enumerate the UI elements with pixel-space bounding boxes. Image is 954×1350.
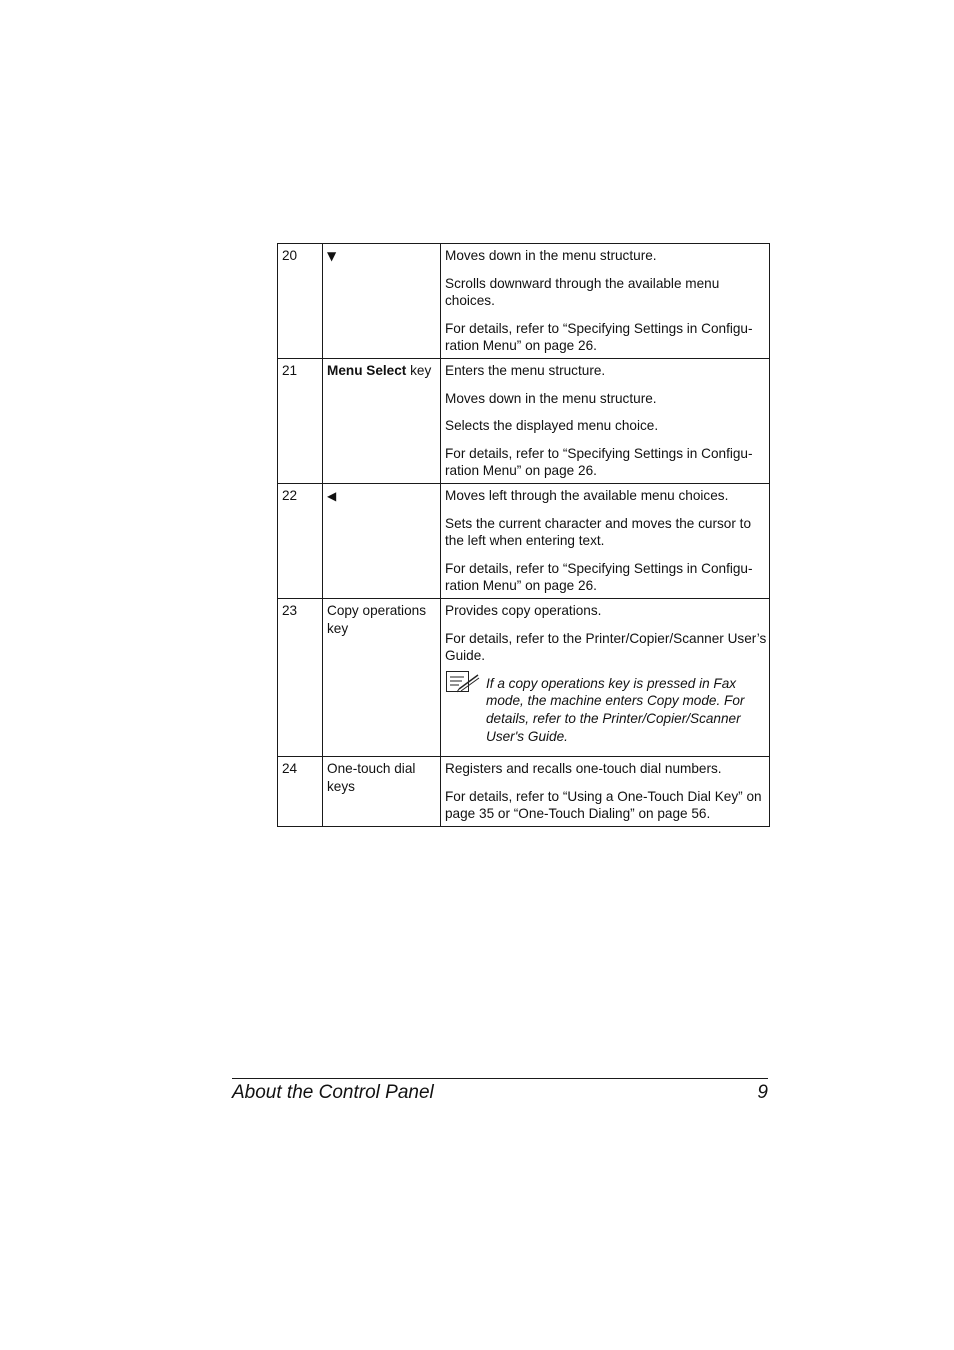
row-number: 20 (278, 244, 323, 359)
description-paragraph: For details, refer to “Using a One-Touch Dial Key” on page 35 or “One-Touch Dialing” on page 56. (445, 788, 762, 822)
description-paragraph: For details, refer to “Specifying Settings in Configu-ration Menu” on page 26. (445, 560, 753, 594)
description-paragraph: Selects the displayed menu choice. (445, 418, 659, 434)
description-paragraph: For details, refer to the Printer/Copier/Scanner User’s Guide. (445, 630, 767, 664)
description-paragraph: Moves down in the menu structure. (445, 248, 657, 263)
description-paragraph: Sets the current character and moves the cursor to the left when entering text. (445, 515, 752, 549)
description-paragraph: For details, refer to “Specifying Settings in Configu-ration Menu” on page 26. (445, 445, 753, 479)
description-paragraph: For details, refer to “Specifying Settings in Configu-ration Menu” on page 26. (445, 320, 753, 354)
down-arrow-icon: ▼ (327, 249, 337, 263)
footer-divider (232, 1078, 768, 1079)
row-number: 24 (278, 756, 323, 826)
control-panel-keys-table (277, 243, 770, 827)
description-paragraph: Enters the menu structure. (445, 363, 606, 378)
key-name-suffix: key (406, 363, 432, 378)
key-name (323, 483, 441, 598)
description-paragraph: Moves left through the available menu choices. (445, 487, 729, 503)
key-description (441, 756, 770, 826)
key-name: Copy operations key (323, 598, 441, 756)
table-row (278, 244, 770, 359)
key-description (441, 244, 770, 359)
footer-section-title: About the Control Panel (232, 1082, 434, 1103)
key-description (441, 598, 770, 756)
key-name: One-touch dial keys (323, 756, 441, 826)
left-arrow-icon: ◀ (327, 488, 337, 503)
row-number: 23 (278, 598, 323, 756)
key-name (323, 359, 441, 484)
table-row (278, 598, 770, 756)
note-block (445, 675, 769, 745)
description-paragraph: Scrolls downward through the available menu choices. (445, 275, 720, 309)
table-row (278, 756, 770, 826)
note-text: If a copy operations key is pressed in Fax mode, the machine enters Copy mode. For details, refer to the Printer/Copier/Scanner User's Guide. (486, 675, 745, 744)
key-name-bold: Menu Select (327, 363, 407, 378)
key-description (441, 359, 770, 484)
key-name (323, 244, 441, 359)
row-number: 22 (278, 483, 323, 598)
description-paragraph: Provides copy operations. (445, 602, 602, 618)
row-number: 21 (278, 359, 323, 484)
description-paragraph: Registers and recalls one-touch dial numbers. (445, 760, 722, 776)
page-number: 9 (757, 1082, 768, 1103)
table-row (278, 483, 770, 598)
table-row (278, 359, 770, 484)
key-description (441, 483, 770, 598)
description-paragraph: Moves down in the menu structure. (445, 390, 657, 406)
note-pencil-icon (445, 670, 481, 694)
